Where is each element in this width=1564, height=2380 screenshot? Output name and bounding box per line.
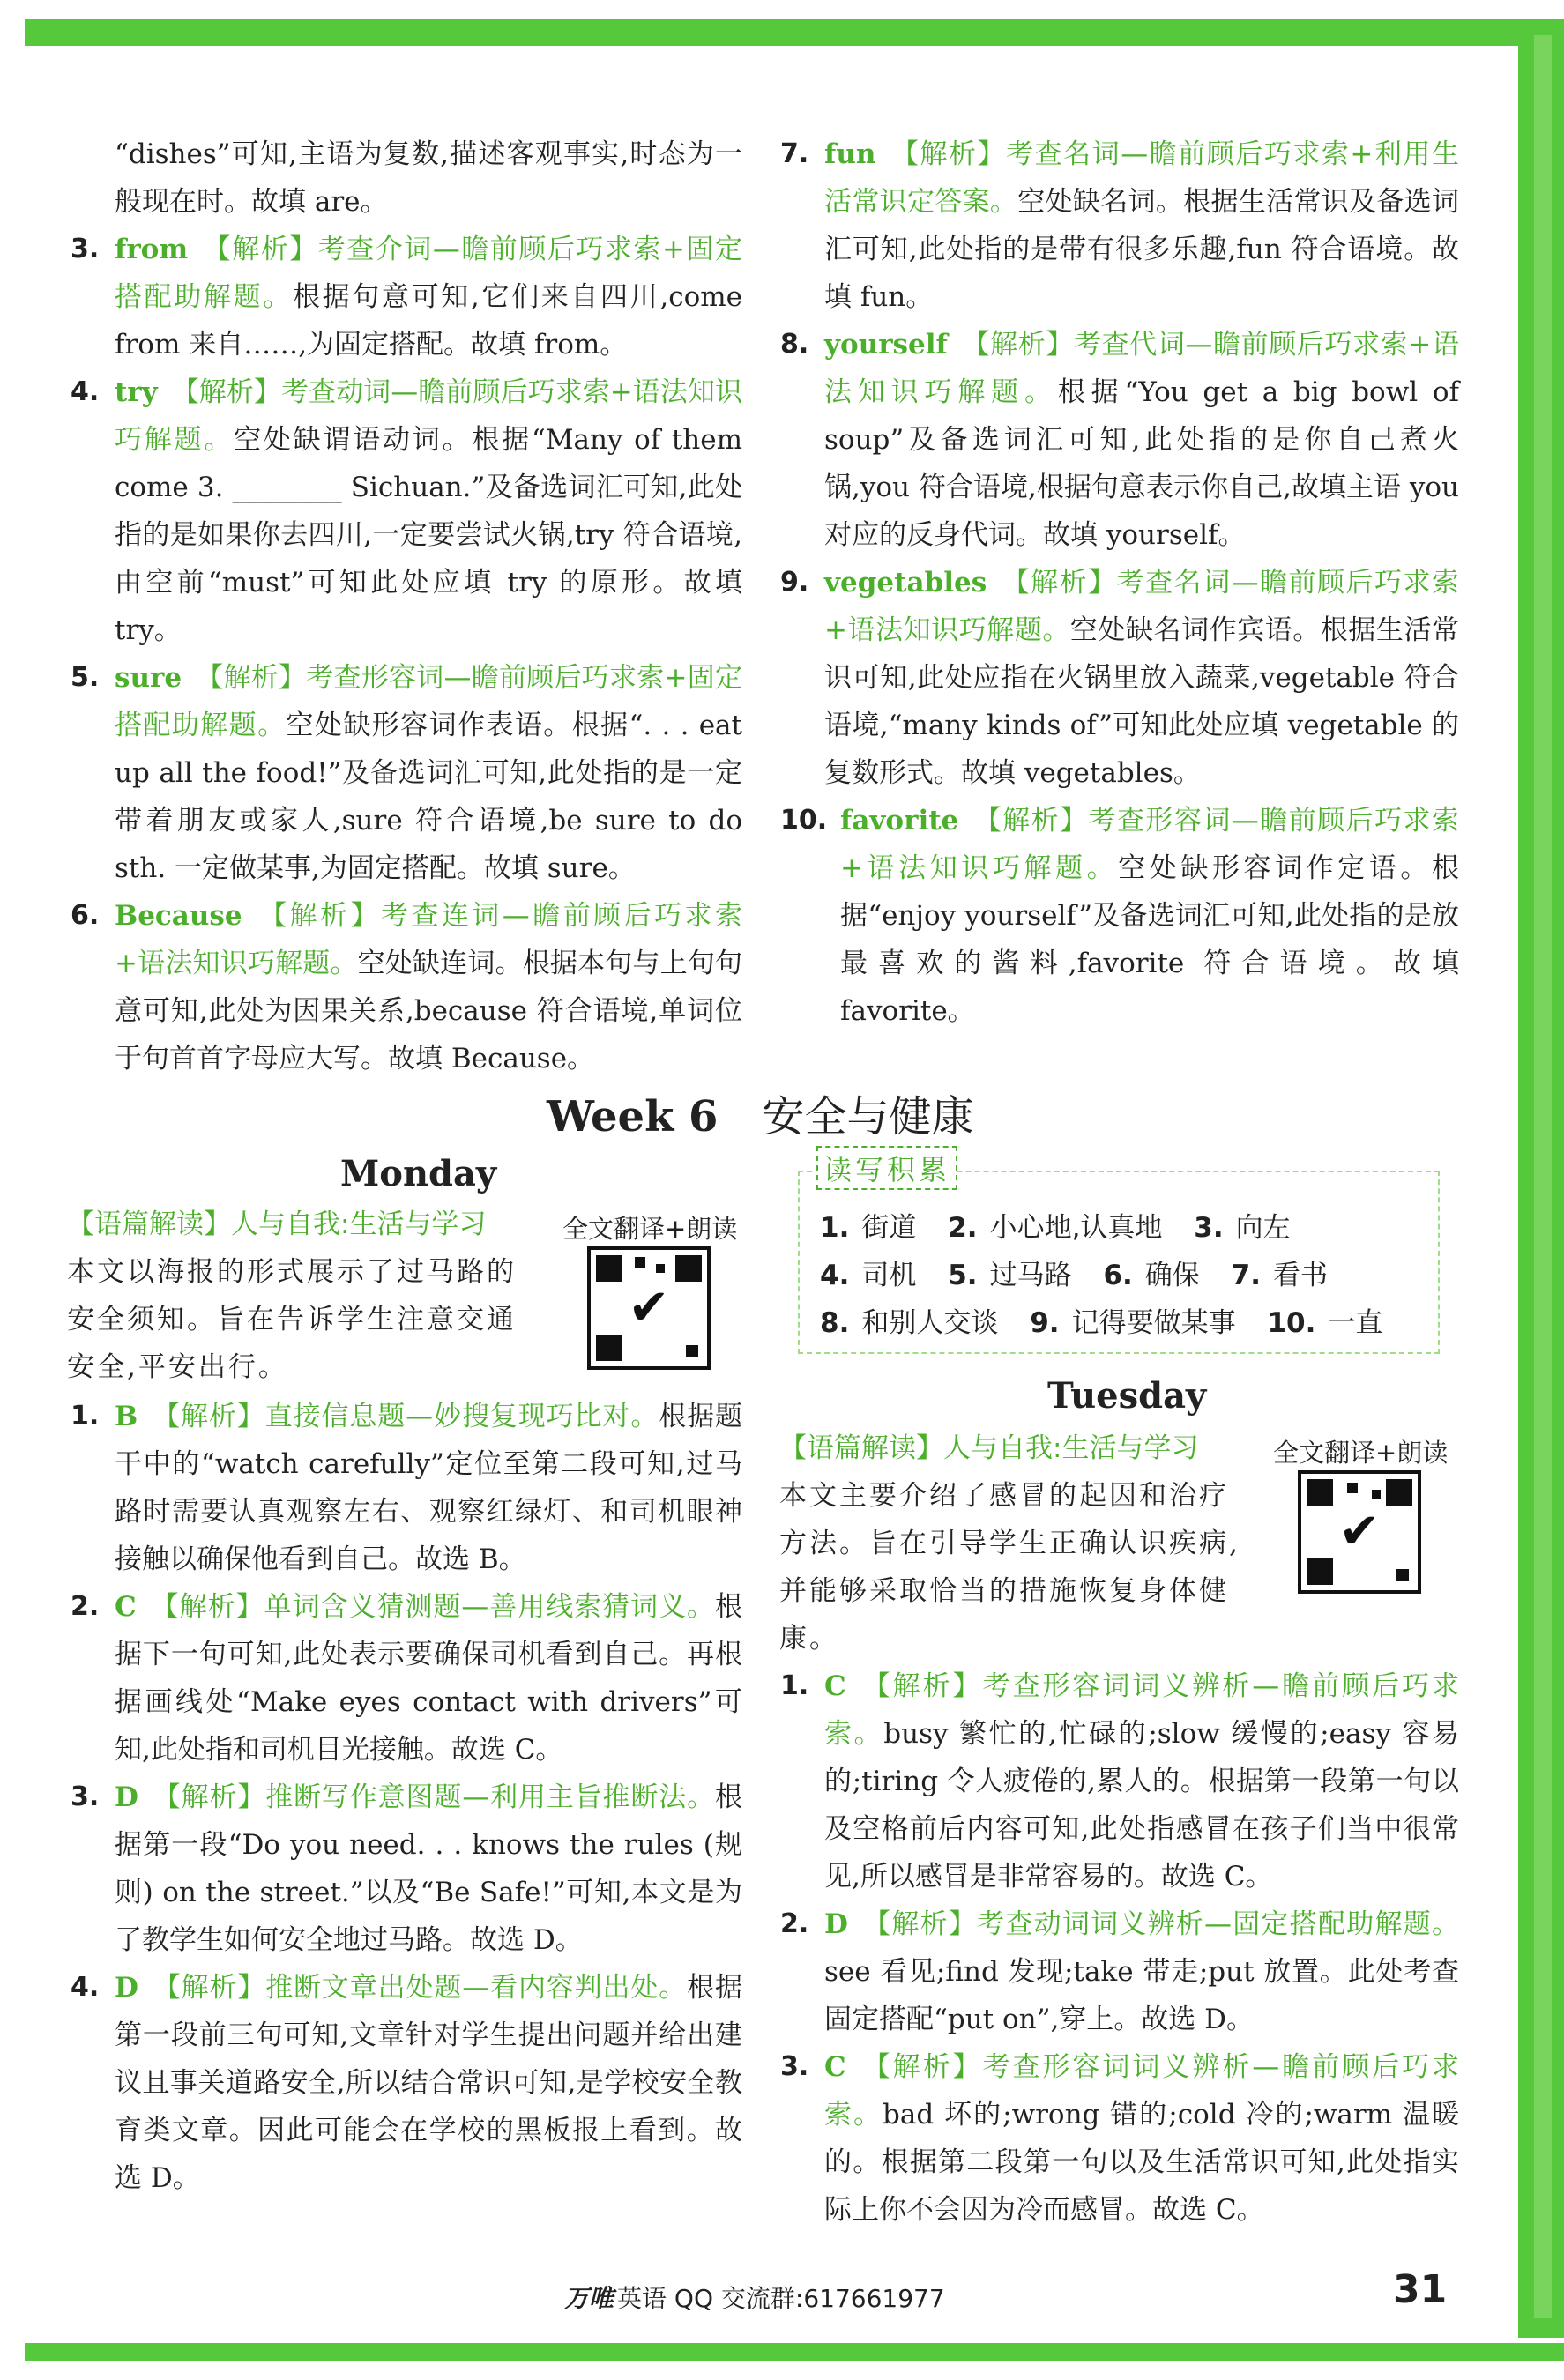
analysis-tag: 【解析】考查介词—瞻前顾后巧求索+固定搭配助解题。 — [115, 234, 742, 313]
tuesday-answers — [780, 1662, 1459, 2234]
analysis-text: 空处缺形容词作表语。根据“. . . eat up all the food!”及备选词汇可知,此处指的是一定带着朋友或家人,sure 符合语境,be sure to do sth. 一定做某事,为固定搭配。故填 sure。 — [115, 710, 742, 884]
top-green-bar — [25, 19, 1532, 46]
passage-tag: 【语篇解读】人与自我:生活与学习 — [67, 1209, 487, 1240]
vocab-word: 小心地,认真地 — [989, 1212, 1163, 1244]
analysis-tag: 【解析】推断文章出处题—看内容判出处。 — [152, 1972, 688, 2004]
item-number: 5. — [71, 662, 100, 693]
tuesday-passage-summary — [779, 1424, 1247, 1662]
analysis-tag: 【解析】考查形容词—瞻前顾后巧求索+固定搭配助解题。 — [115, 662, 742, 741]
analysis-text: 空处缺连词。根据本句与上句句意可知,此处为因果关系,because 符合语境,单词位于句首首字母应大写。故填 Because。 — [115, 948, 742, 1075]
monday-item-1 — [71, 1393, 742, 1583]
right-green-stripe — [1534, 35, 1552, 2318]
item-number: 9. — [780, 567, 809, 598]
item-number: 1. — [780, 1670, 809, 1701]
vocab-word: 记得要做某事 — [1071, 1307, 1236, 1339]
answer-letter: D — [115, 1972, 138, 2004]
vocab-num: 1. — [820, 1212, 850, 1244]
analysis-text: 根据下一句可知,此处表示要确保司机看到自己。再根据画线处“Make eyes contact with drivers”可知,此处指和司机目光接触。故选 C。 — [115, 1591, 742, 1766]
item-number: 6. — [71, 900, 100, 931]
analysis-tag: 【解析】考查代词—瞻前顾后巧求索+语法知识巧解题。 — [824, 329, 1459, 408]
vocab-row — [820, 1204, 1428, 1252]
vocab-row — [820, 1252, 1428, 1299]
check-icon: ✔ — [1331, 1504, 1388, 1560]
vocab-word: 向左 — [1235, 1212, 1291, 1244]
tuesday-qr-code[interactable] — [1298, 1470, 1421, 1594]
vocab-num: 7. — [1231, 1260, 1262, 1291]
monday-qr-code[interactable] — [587, 1246, 711, 1370]
left-answer-column — [71, 130, 742, 1082]
footer — [564, 2280, 945, 2315]
vocab-title: 读写积累 — [816, 1146, 957, 1190]
vocab-num: 4. — [820, 1260, 850, 1291]
vocab-num: 6. — [1103, 1260, 1133, 1291]
vocab-word: 确保 — [1144, 1260, 1200, 1291]
check-icon: ✔ — [621, 1280, 677, 1336]
answer-letter: C — [824, 2051, 846, 2083]
analysis-tag: 【解析】考查名词—瞻前顾后巧求索+利用生活常识定答案。 — [824, 138, 1459, 218]
monday-item-2 — [71, 1583, 742, 1774]
footer-text: 英语 QQ 交流群:617661977 — [617, 2284, 945, 2313]
item-number: 10. — [780, 805, 828, 836]
monday-item-3 — [71, 1774, 742, 1964]
analysis-tag: 【解析】考查形容词词义辨析—瞻前顾后巧求索。 — [824, 1670, 1459, 1750]
analysis-tag: 【解析】考查形容词—瞻前顾后巧求索+语法知识巧解题。 — [840, 805, 1459, 884]
answer-word: Because — [115, 900, 242, 932]
item-number: 8. — [780, 329, 809, 360]
analysis-text: 空处缺谓语动词。根据“Many of them come 3. ________ Sichuan.”及备选词汇可知,此处指的是如果你去四川,一定要尝试火锅,try 符合语境,由空前“must”可知此处应填 try 的原形。故填 try。 — [115, 424, 742, 646]
analysis-text: 空处缺名词作宾语。根据生活常识可知,此处应指在火锅里放入蔬菜,vegetable 符合语境,“many kinds of”可知此处应填 vegetable 的复数形式。故填 vegetables。 — [824, 614, 1459, 789]
continued-explanation: “dishes”可知,主语为复数,描述客观事实,时态为一般现在时。故填 are。 — [115, 138, 742, 218]
item-number: 1. — [71, 1401, 100, 1432]
monday-answers — [71, 1393, 742, 2202]
vocab-word: 街道 — [861, 1212, 917, 1244]
tuesday-item-2 — [780, 1900, 1459, 2043]
vocab-row — [820, 1299, 1428, 1347]
passage-intro: 本文以海报的形式展示了过马路的安全须知。旨在告诉学生注意交通安全,平安出行。 — [67, 1256, 517, 1383]
answer-word: yourself — [824, 329, 948, 361]
answer-word: fun — [824, 138, 876, 170]
right-answer-column — [780, 130, 1459, 1035]
analysis-tag: 【解析】直接信息题—妙搜复现巧比对。 — [152, 1401, 659, 1432]
page-number: 31 — [1393, 2267, 1448, 2312]
analysis-text: 根据题干中的“watch carefully”定位至第二段可知,过马路时需要认真观察左右、观察红绿灯、和司机眼神接触以确保他看到自己。故选 B。 — [115, 1401, 743, 1575]
tuesday-qr-caption: 全文翻译+朗读 — [1273, 1438, 1449, 1468]
analysis-tag: 【解析】考查名词—瞻前顾后巧求索+语法知识巧解题。 — [824, 567, 1459, 646]
analysis-text: busy 繁忙的,忙碌的;slow 缓慢的;easy 容易的;tiring 令人疲倦的,累人的。根据第一段第一句以及空格前后内容可知,此处指感冒在孩子们当中很常见,所以感冒是非常容易的。故选 C。 — [824, 1718, 1460, 1893]
item-number: 2. — [71, 1591, 100, 1622]
answer-letter: D — [824, 1908, 848, 1940]
vocab-word: 和别人交谈 — [861, 1307, 999, 1339]
answer-word: favorite — [840, 805, 959, 837]
brand-logo: 万唯 — [564, 2284, 614, 2313]
answer-item-9 — [780, 559, 1459, 797]
analysis-text: 空处缺形容词作定语。根据“enjoy yourself”及备选词汇可知,此处指的是放最喜欢的酱料,favorite 符合语境。故填 favorite。 — [840, 852, 1459, 1027]
answer-word: vegetables — [824, 567, 987, 599]
answer-item-7 — [780, 130, 1459, 321]
answer-item-8 — [780, 321, 1459, 559]
answer-letter: D — [115, 1781, 138, 1813]
answer-item-10 — [780, 797, 1459, 1035]
passage-intro: 本文主要介绍了感冒的起因和治疗方法。旨在引导学生正确认识疾病,并能够采取恰当的措施恢复身体健康。 — [779, 1480, 1240, 1655]
analysis-tag: 【解析】考查连词—瞻前顾后巧求索+语法知识巧解题。 — [115, 900, 742, 979]
tuesday-item-3 — [780, 2043, 1459, 2234]
answer-letter: B — [115, 1401, 138, 1432]
analysis-tag: 【解析】考查动词词义辨析—固定搭配助解题。 — [861, 1908, 1459, 1940]
item-number: 7. — [780, 138, 809, 169]
tuesday-item-1 — [780, 1662, 1459, 1900]
item-number: 2. — [780, 1908, 809, 1939]
bottom-green-bar — [25, 2343, 1564, 2361]
answer-word: try — [115, 376, 158, 408]
analysis-tag: 【解析】单词含义猜测题—善用线索猜词义。 — [150, 1591, 715, 1623]
vocab-word: 司机 — [861, 1260, 917, 1291]
monday-passage-summary — [67, 1201, 543, 1391]
analysis-text: bad 坏的;wrong 错的;cold 冷的;warm 温暖的。根据第二段第一句以及生活常识可知,此处指实际上你不会因为冷而感冒。故选 C。 — [824, 2099, 1460, 2226]
analysis-tag: 【解析】考查动词—瞻前顾后巧求索+语法知识巧解题。 — [115, 376, 742, 456]
vocab-num: 8. — [820, 1307, 850, 1339]
answer-item-3 — [71, 226, 742, 368]
answer-item-4 — [71, 368, 742, 654]
vocab-word: 一直 — [1328, 1307, 1383, 1339]
monday-heading: Monday — [340, 1153, 497, 1194]
vocab-num: 9. — [1030, 1307, 1060, 1339]
analysis-text: 空处缺名词。根据生活常识及备选词汇可知,此处指的是带有很多乐趣,fun 符合语境。故填 fun。 — [824, 186, 1460, 313]
analysis-text: 根据第一段前三句可知,文章针对学生提出问题并给出建议且事关道路安全,所以结合常识可知,是学校安全教育类文章。因此可能会在学校的黑板报上看到。故选 D。 — [115, 1972, 743, 2194]
answer-word: sure — [115, 662, 182, 694]
item-number: 3. — [780, 2051, 809, 2082]
vocab-word: 过马路 — [989, 1260, 1072, 1291]
analysis-tag: 【解析】考查形容词词义辨析—瞻前顾后巧求索。 — [824, 2051, 1459, 2131]
vocab-word: 看书 — [1273, 1260, 1329, 1291]
week-theme: 安全与健康 — [762, 1092, 974, 1142]
vocab-list — [820, 1204, 1428, 1347]
analysis-text: see 看见;find 发现;take 带走;put 放置。此处考查固定搭配“put on”,穿上。故选 D。 — [824, 1956, 1459, 2035]
item-number: 3. — [71, 1781, 100, 1812]
answer-item-6 — [71, 892, 742, 1082]
answer-item-5 — [71, 654, 742, 892]
item-number: 3. — [71, 234, 100, 264]
analysis-tag: 【解析】推断写作意图题—利用主旨推断法。 — [152, 1781, 715, 1813]
analysis-text: 根据“You get a big bowl of soup”及备选词汇可知,此处指的是你自己煮火锅,you 符合语境,根据句意表示你自己,故填主语 you 对应的反身代词。故填 yourself。 — [824, 376, 1459, 551]
analysis-text: 根据第一段“Do you need. . . knows the rules (规则) on the street.”以及“Be Safe!”可知,本文是为了教学生如何安全地过马路。故选 D。 — [115, 1781, 742, 1956]
item-number: 4. — [71, 1972, 100, 2003]
item-number: 4. — [71, 376, 100, 407]
week-label: Week 6 — [547, 1092, 719, 1142]
passage-tag: 【语篇解读】人与自我:生活与学习 — [779, 1432, 1199, 1464]
monday-qr-caption: 全文翻译+朗读 — [562, 1214, 738, 1244]
week-heading — [547, 1082, 973, 1143]
vocab-num: 2. — [948, 1212, 978, 1244]
answer-letter: C — [115, 1591, 137, 1623]
vocab-num: 3. — [1194, 1212, 1224, 1244]
monday-item-4 — [71, 1964, 742, 2202]
tuesday-heading: Tuesday — [1047, 1375, 1207, 1417]
answer-letter: C — [824, 1670, 846, 1702]
answer-word: from — [115, 234, 189, 265]
vocab-num: 10. — [1267, 1307, 1316, 1339]
vocab-num: 5. — [948, 1260, 978, 1291]
analysis-text: 根据句意可知,它们来自四川,come from 来自……,为固定搭配。故填 from。 — [115, 281, 742, 361]
